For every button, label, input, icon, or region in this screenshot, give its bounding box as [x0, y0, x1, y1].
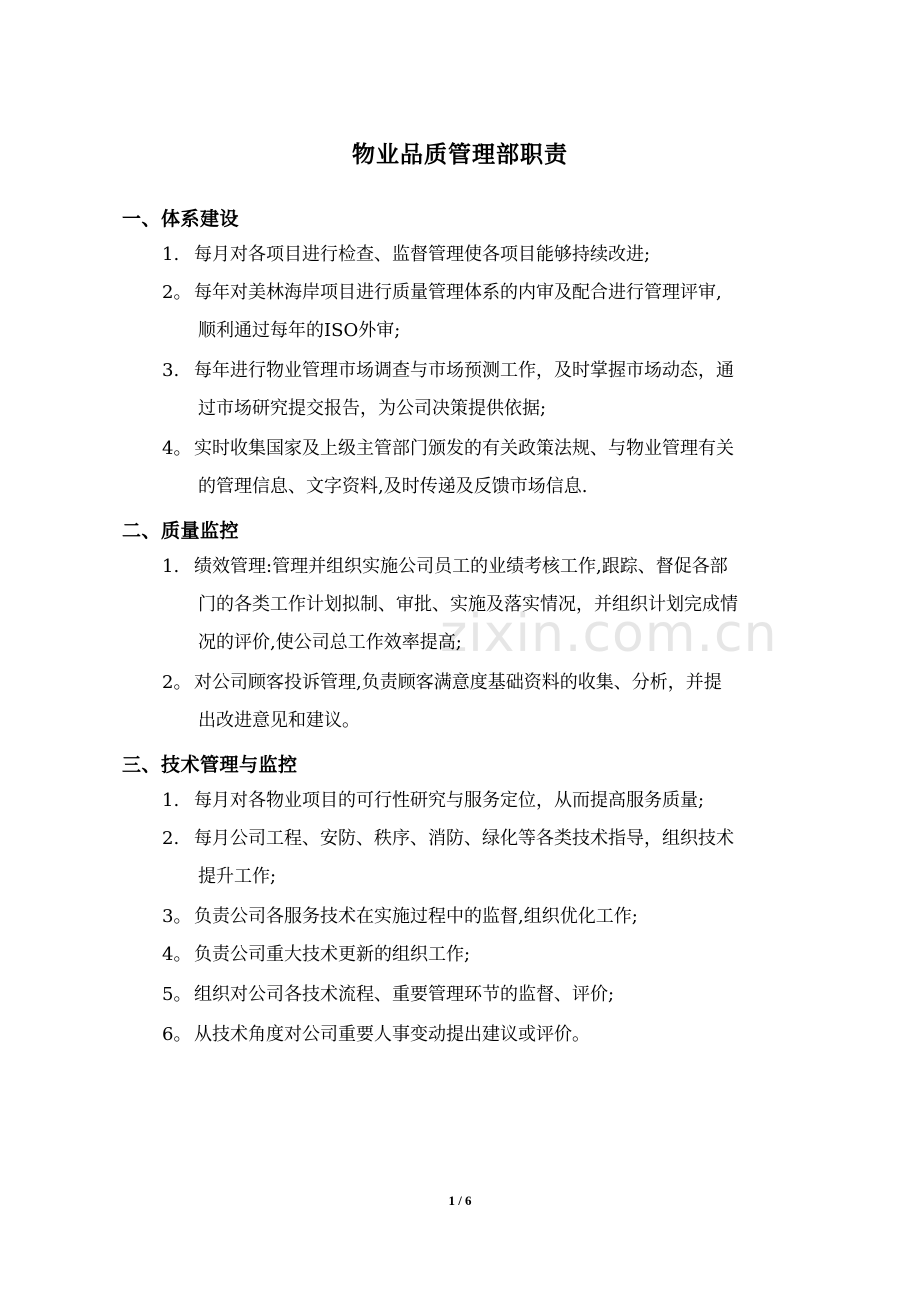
item-text-line: 从技术角度对公司重要人事变动提出建议或评价。	[194, 1024, 590, 1045]
item-number: 2。	[162, 282, 192, 303]
item-number: 3.	[162, 360, 180, 381]
item-text-line: 顺利通过每年的ISO外审;	[198, 320, 401, 341]
item-text-line: 过市场研究提交报告，为公司决策提供依据;	[198, 398, 547, 419]
item-text-line: 对公司顾客投诉管理,负责顾客满意度基础资料的收集、分析，并提	[194, 672, 722, 693]
list-item	[162, 820, 812, 896]
item-text-line: 况的评价,使公司总工作效率提高;	[198, 632, 462, 653]
item-number: 2。	[162, 672, 192, 693]
page-number: 1 / 6	[448, 1193, 472, 1208]
item-number: 1.	[162, 556, 180, 577]
list-item	[162, 236, 812, 274]
document-title: 物业品质管理部职责	[352, 141, 568, 168]
list-item	[162, 976, 812, 1014]
list-item	[162, 898, 812, 936]
item-number: 5。	[162, 984, 192, 1005]
list-item	[162, 782, 812, 820]
list-item	[162, 936, 812, 974]
item-text-line: 门的各类工作计划拟制、审批、实施及落实情况，并组织计划完成情	[198, 594, 738, 615]
item-text-line: 每月对各物业项目的可行性研究与服务定位，从而提高服务质量;	[194, 790, 705, 811]
item-number: 1.	[162, 244, 180, 265]
watermark: zixin.com.cn	[440, 604, 778, 664]
list-item	[162, 664, 812, 740]
item-text-line: 的管理信息、文字资料,及时传递及反馈市场信息.	[198, 476, 588, 497]
item-text-line: 每月对各项目进行检查、监督管理使各项目能够持续改进;	[194, 244, 651, 265]
list-item	[162, 274, 812, 350]
item-text-line: 负责公司重大技术更新的组织工作;	[194, 944, 471, 965]
item-text-line: 每月公司工程、安防、秩序、消防、绿化等各类技术指导，组织技术	[194, 828, 734, 849]
list-item	[162, 548, 812, 662]
item-text-line: 绩效管理:管理并组织实施公司员工的业绩考核工作,跟踪、督促各部	[194, 556, 728, 577]
list-item	[162, 430, 812, 506]
item-text-line: 负责公司各服务技术在实施过程中的监督,组织优化工作;	[194, 906, 638, 927]
item-number: 2.	[162, 828, 180, 849]
item-text-line: 出改进意见和建议。	[198, 710, 360, 731]
item-text-line: 每年对美林海岸项目进行质量管理体系的内审及配合进行管理评审,	[194, 282, 722, 303]
item-text-line: 组织对公司各技术流程、重要管理环节的监督、评价;	[194, 984, 615, 1005]
section-heading-system: 一、体系建设	[122, 208, 240, 230]
item-number: 6。	[162, 1024, 192, 1045]
item-number: 1.	[162, 790, 180, 811]
item-number: 3。	[162, 906, 192, 927]
list-item	[162, 352, 812, 428]
item-number: 4。	[162, 944, 192, 965]
item-text-line: 实时收集国家及上级主管部门颁发的有关政策法规、与物业管理有关	[194, 438, 734, 459]
item-text-line: 提升工作;	[198, 866, 277, 887]
section-heading-quality: 二、质量监控	[122, 520, 240, 542]
list-item	[162, 1016, 812, 1054]
item-text-line: 每年进行物业管理市场调查与市场预测工作，及时掌握市场动态，通	[194, 360, 734, 381]
section-heading-technical: 三、技术管理与监控	[122, 754, 298, 776]
item-number: 4。	[162, 438, 192, 459]
